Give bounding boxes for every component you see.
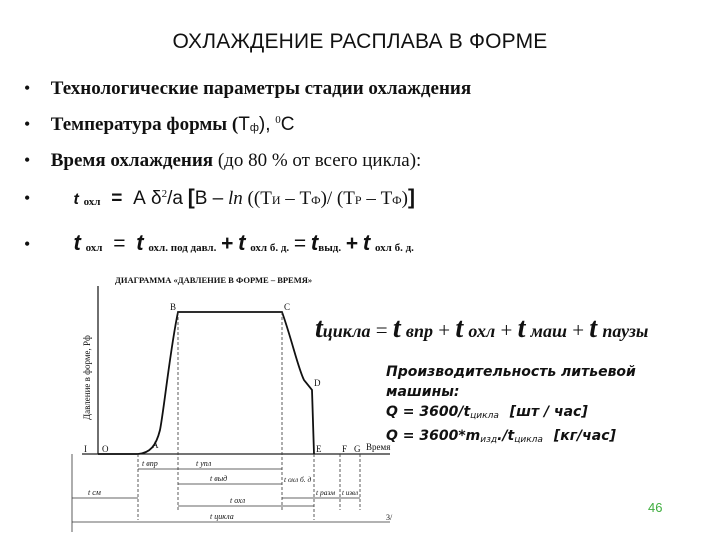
cycle-time-formula <box>315 313 648 345</box>
diagram-title: ДИАГРАММА «ДАВЛЕНИЕ В ФОРМЕ – ВРЕМЯ» <box>115 275 313 285</box>
x-axis-label: Время <box>366 442 391 452</box>
bullet-parameters <box>24 78 471 100</box>
point-o-label: O <box>102 444 109 454</box>
productivity-formula-pieces <box>386 402 696 426</box>
t-symbol: t <box>238 230 246 255</box>
power-superscript: 2 <box>161 188 168 200</box>
degree-superscript: 0 <box>275 114 281 126</box>
bracket-open: [ <box>187 186 195 209</box>
point-b-label: B <box>170 302 177 312</box>
formula-part: ./t <box>497 428 515 444</box>
t-subscript: цикла <box>322 321 371 341</box>
t-symbol: t <box>455 313 464 344</box>
bullet-mold-temperature <box>24 114 294 136</box>
plus-sign: + <box>438 318 451 342</box>
interval-vpr-label: t впр <box>142 459 158 468</box>
formula-subscript: цикла <box>514 435 543 445</box>
term-1: ((Т <box>247 188 272 209</box>
bullet-dot: • <box>24 234 31 254</box>
equals-sign: = <box>111 188 123 209</box>
term-3: )/ (Т <box>320 188 355 209</box>
bullet-dot: • <box>24 188 31 208</box>
point-c-label: C <box>284 302 291 312</box>
interval-sm-label: t см <box>88 488 101 497</box>
y-axis-label: Давление в форме, Рф <box>82 335 92 420</box>
diffusivity-a: /а <box>167 188 183 209</box>
formula-unit: [кг/час] <box>553 428 616 444</box>
t-symbol: t <box>315 313 323 344</box>
t-subscript: выд. <box>318 242 342 254</box>
point-a-label: A <box>152 440 159 450</box>
t-symbol: t <box>517 313 526 344</box>
paren-close: ), <box>258 114 271 135</box>
formula-part: Q = 3600/t <box>386 404 471 420</box>
productivity-formula-mass <box>386 426 696 450</box>
page-number: 46 <box>648 500 663 515</box>
term-2: – Т <box>285 188 312 209</box>
equals-sign: = <box>375 318 388 342</box>
productivity-block <box>386 362 696 450</box>
formula-subscript: изд <box>480 435 498 445</box>
t-symbol: t <box>589 313 598 344</box>
point-g-label: G <box>354 444 361 454</box>
plus-sign: + <box>500 318 513 342</box>
mold-temperature-label: Температура формы ( <box>50 114 239 135</box>
point-f-label: F <box>342 444 348 454</box>
plus-sign: + <box>572 318 585 342</box>
bullet-cooling-formula <box>24 186 415 210</box>
cooling-time-label: Время охлаждения <box>50 150 214 171</box>
t-subscript: охл б. д. <box>374 242 414 254</box>
term-1-sub: И <box>271 193 281 207</box>
t-subscript: охл <box>468 321 496 341</box>
t-symbol: t <box>136 230 144 255</box>
bullet-dot: • <box>24 78 31 98</box>
term-2-sub: Ф <box>311 193 321 207</box>
bullet-text: Технологические параметры стадии охлаждения <box>50 78 472 99</box>
cooling-time-note: (до 80 % от всего цикла): <box>217 150 422 171</box>
point-i-label: I <box>84 444 87 454</box>
point-d-label: D <box>314 378 321 388</box>
interval-obd-label: t охл б. д <box>284 475 312 484</box>
coefficient-a-delta: А δ <box>133 188 162 209</box>
point-e-label: E <box>316 444 322 454</box>
diagram-page-mark: 3/ <box>386 513 393 522</box>
unit-c: С <box>280 114 295 135</box>
coefficient-b: В – <box>194 188 224 209</box>
interval-cycle-label: t цикла <box>210 512 234 521</box>
plus-sign: + <box>221 232 234 255</box>
productivity-heading-cont: машины: <box>386 384 460 400</box>
productivity-heading: Производительность литьевой <box>386 364 636 380</box>
bullet-dot: • <box>24 114 31 134</box>
term-4: – Т <box>366 188 393 209</box>
plus-sign: + <box>345 232 359 255</box>
ln-symbol: ln <box>228 188 243 209</box>
bullet-cooling-sum <box>24 230 414 256</box>
interval-vyd-label: t выд <box>210 474 228 483</box>
formula-unit: [шт / час] <box>509 404 588 420</box>
t-subscript: паузы <box>602 321 649 341</box>
t-symbol: t <box>73 230 81 255</box>
term-4-sub: Ф <box>392 193 402 207</box>
interval-ohl-label: t охл <box>230 496 246 505</box>
interval-izvl-label: t извл <box>342 489 359 497</box>
t-symbol: t <box>310 230 319 255</box>
t-subscript: маш <box>530 321 567 341</box>
t-subscript: впр <box>405 321 433 341</box>
bullet-cooling-time <box>24 150 421 172</box>
interval-upl-label: t упл <box>196 459 212 468</box>
interval-razm-label: t разм <box>316 488 335 497</box>
bracket-close: ] <box>407 186 415 209</box>
t-symbol: Т <box>238 114 250 135</box>
formula-subscript: цикла <box>470 411 499 421</box>
slide-title: ОХЛАЖДЕНИЕ РАСПЛАВА В ФОРМЕ <box>172 30 548 53</box>
formula-part: Q = 3600*m <box>386 428 481 444</box>
pressure-time-diagram <box>60 270 400 532</box>
t-subscript: охл. под давл. <box>148 242 217 254</box>
t-symbol: t <box>392 313 401 344</box>
term-3-sub: Р <box>354 193 362 207</box>
bullet-dot: • <box>24 150 31 170</box>
t-subscript: охл <box>85 242 103 254</box>
t-subscript: ф <box>249 122 259 134</box>
t-symbol: t <box>362 230 371 255</box>
equals-sign: = <box>113 232 126 255</box>
t-subscript: охл б. д. <box>250 242 290 254</box>
t-subscript: охл <box>83 196 101 208</box>
equals-sign: = <box>293 232 307 255</box>
t-symbol: t <box>73 191 79 208</box>
term-5: ) <box>401 188 408 209</box>
